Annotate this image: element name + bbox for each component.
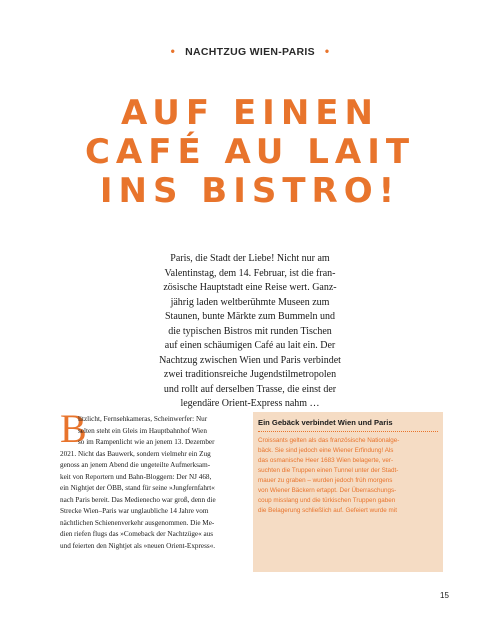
intro-line: Nachtzug zwischen Wien und Paris verbindet: [159, 354, 341, 366]
intro-paragraph: [0, 252, 500, 412]
bullet-left: •: [170, 44, 176, 58]
sidebar-line: die Belagerung schließlich auf. Gefeiert wurde mit: [258, 507, 397, 514]
intro-line: jährig laden weltberühmte Museen zum: [170, 296, 330, 308]
sidebar-divider: [258, 431, 438, 432]
body-line: selten steht ein Gleis im Hauptbahnhof Wien: [78, 426, 207, 435]
sidebar-line: das osmanische Heer 1683 Wien belagerte, ver-: [258, 457, 394, 464]
intro-line: legendäre Orient-Express nahm …: [180, 398, 320, 409]
page-number: 15: [440, 591, 449, 600]
title-line: CAFÉ AU LAIT: [84, 132, 416, 172]
intro-line: zwei traditionsreiche Jugendstilmetropolen: [163, 369, 337, 380]
sidebar-title: Ein Gebäck verbindet Wien und Paris: [258, 418, 393, 427]
intro-line: Staunen, bunte Märkte zum Bummeln und: [165, 311, 335, 322]
sidebar-line: coup misslang und die türkischen Truppen gaben: [258, 497, 396, 504]
sidebar-line: bäck. Sie sind jedoch eine Wiener Erfindung! Als: [258, 447, 394, 454]
body-line: Strecke Wien–Paris war unglaubliche 14 Jahre vom: [60, 507, 209, 515]
body-line: keit von Reportern und Bahn-Bloggern: Der NJ 468,: [60, 472, 212, 481]
sidebar-line: von Wiener Bäckern ertappt. Der Überraschungs-: [258, 487, 397, 494]
bullet-right: •: [324, 44, 330, 58]
body-line: nach Paris bereit. Das Medienecho war groß, denn die: [60, 495, 216, 504]
drop-cap: B: [60, 406, 87, 451]
body-line: ein Nightjet der ÖBB, stand für seine »Jungfernfahrt«: [60, 484, 215, 492]
body-line: genoss an jenem Abend die ungeteilte Aufmerksam-: [60, 461, 211, 469]
body-line: so im Rampenlicht wie an jenem 13. Dezember: [78, 438, 215, 446]
body-line: nächtlichen Schienenverkehr ausgenommen. Die Me-: [60, 518, 215, 527]
body-line: litzlicht, Fernsehkameras, Scheinwerfer: Nur: [78, 415, 208, 423]
body-line: und feierten den Nightjet als »neuen Orient-Express«.: [60, 541, 216, 550]
intro-line: zösische Hauptstadt eine Reise wert. Ganz-: [163, 282, 337, 293]
intro-line: die typischen Bistros mit runden Tischen: [168, 325, 332, 337]
sidebar-line: suchten die Truppen einen Tunnel unter der Stadt-: [258, 467, 399, 474]
sidebar-line: Croissants gelten als das französische Nationalge-: [258, 437, 400, 444]
body-line: 2021. Nicht das Bauwerk, sondern vielmehr ein Zug: [60, 449, 211, 458]
sidebar-line: mauer zu graben – wurden jedoch früh morgens: [258, 477, 393, 484]
kicker-text: NACHTZUG WIEN-PARIS: [185, 46, 315, 58]
title-line: AUF EINEN: [121, 93, 379, 133]
intro-line: auf einen schäumigen Café au lait ein. Der: [164, 340, 336, 351]
intro-line: Paris, die Stadt der Liebe! Nicht nur am: [170, 253, 330, 264]
title-line: INS BISTRO!: [99, 171, 401, 211]
intro-line: Valentinstag, dem 14. Februar, ist die fran-: [164, 267, 336, 279]
intro-line: und rollt auf derselben Trasse, die einst der: [163, 383, 337, 395]
article-body: [60, 414, 246, 552]
article-title: [0, 94, 500, 211]
section-kicker: [0, 44, 500, 58]
sidebar-text: [258, 436, 438, 516]
body-line: dien riefen flugs das »Comeback der Nachtzüge« aus: [60, 530, 214, 538]
